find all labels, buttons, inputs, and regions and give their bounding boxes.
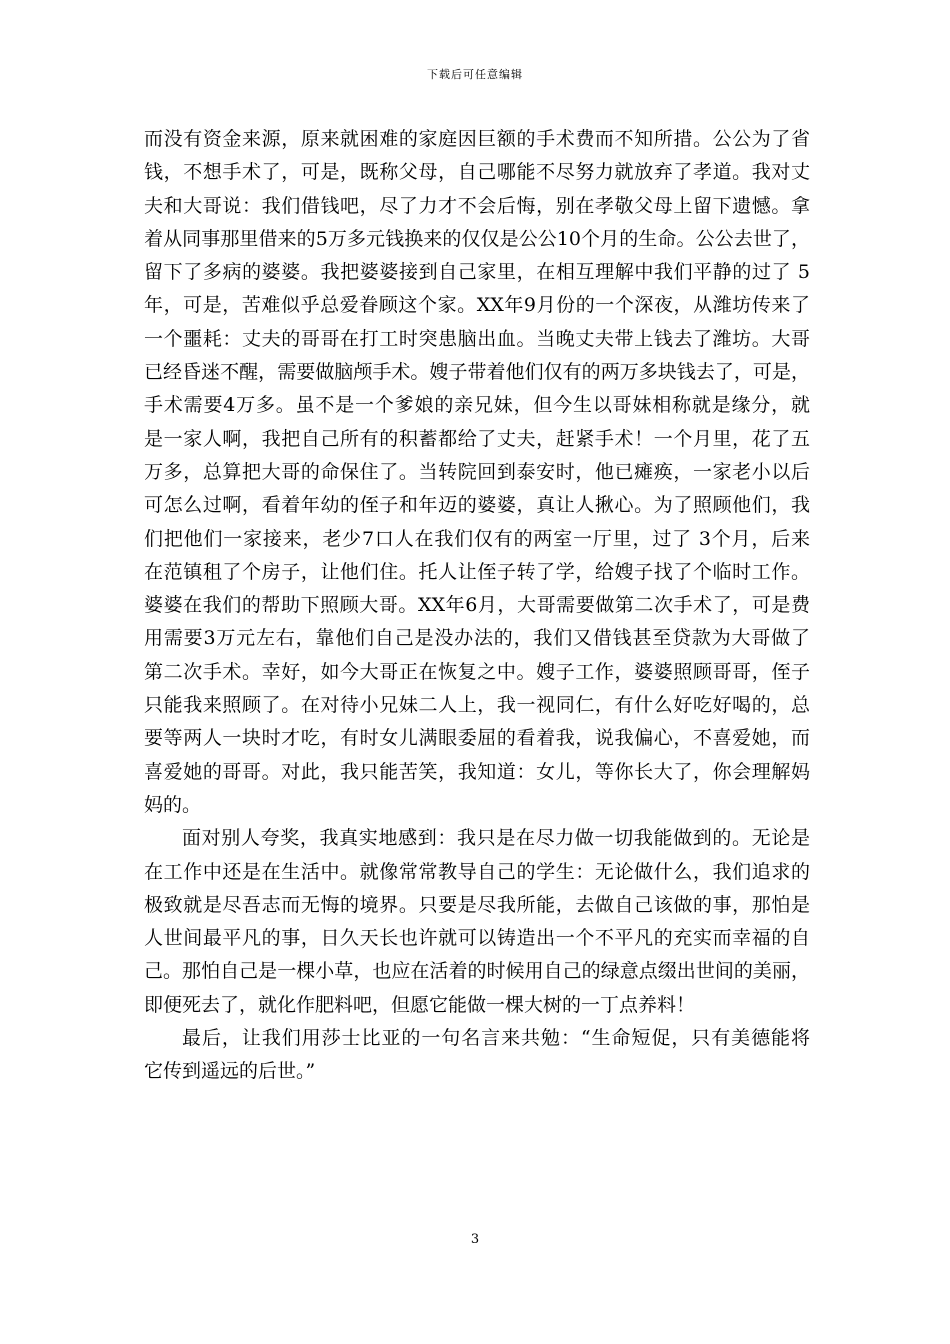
text-line: 只能我来照顾了。在对待小兄妹二人上，我一视同仁，有什么好吃好喝的，总 bbox=[144, 694, 810, 717]
page-header: 下载后可任意编辑 bbox=[427, 68, 523, 81]
text-line: 第二次手术。幸好，如今大哥正在恢复之中。嫂子工作，婆婆照顾哥哥，侄子 bbox=[144, 660, 810, 683]
text-line: 钱，不想手术了，可是，既称父母，自己哪能不尽努力就放弃了孝道。我对丈 bbox=[144, 161, 810, 184]
text-line: 它传到遥远的后世。” bbox=[144, 1060, 316, 1083]
text-line: 而没有资金来源，原来就困难的家庭因巨额的手术费而不知所措。公公为了省 bbox=[144, 128, 810, 150]
text-line: 可怎么过啊，看着年幼的侄子和年迈的婆婆，真让人揪心。为了照顾他们，我 bbox=[144, 494, 810, 517]
text-line: 婆婆在我们的帮助下照顾大哥。XX年6月，大哥需要做第二次手术了，可是费 bbox=[144, 594, 810, 617]
text-line: 手术需要4万多。虽不是一个爹娘的亲兄妹，但今生以哥妹相称就是缘分，就 bbox=[144, 394, 810, 417]
text-line: 已经昏迷不醒，需要做脑颅手术。嫂子带着他们仅有的两万多块钱去了，可是， bbox=[144, 361, 810, 384]
text-line: 喜爱她的哥哥。对此，我只能苦笑，我知道：女儿，等你长大了，你会理解妈 bbox=[144, 760, 810, 783]
text-line: 极致就是尽吾志而无悔的境界。只要是尽我所能，去做自己该做的事，那怕是 bbox=[144, 893, 810, 916]
text-line: 年，可是，苦难似乎总爱眷顾这个家。XX年9月份的一个深夜，从潍坊传来了 bbox=[144, 294, 810, 317]
text-line: 在工作中还是在生活中。就像常常教导自己的学生：无论做什么，我们追求的 bbox=[144, 860, 810, 883]
text-line: 夫和大哥说：我们借钱吧，尽了力才不会后悔，别在孝敬父母上留下遗憾。拿 bbox=[144, 194, 810, 217]
text-line: 留下了多病的婆婆。我把婆婆接到自己家里，在相互理解中我们平静的过了 5 bbox=[144, 261, 810, 284]
text-line: 在范镇租了个房子，让他们住。托人让侄子转了学，给嫂子找了个临时工作。 bbox=[144, 560, 810, 583]
text-line: 们把他们一家接来，老少7口人在我们仅有的两室一厅里，过了 3个月，后来 bbox=[144, 527, 810, 550]
text-line: 着从同事那里借来的5万多元钱换来的仅仅是公公10个月的生命。公公去世了， bbox=[144, 227, 810, 250]
text-line: 用需要3万元左右，靠他们自己是没办法的，我们又借钱甚至贷款为大哥做了 bbox=[144, 627, 810, 650]
text-line: 面对别人夸奖，我真实地感到：我只是在尽力做一切我能做到的。无论是 bbox=[182, 827, 810, 850]
document-body bbox=[144, 123, 810, 1089]
text-line: 最后，让我们用莎士比亚的一句名言来共勉：“生命短促，只有美德能将 bbox=[182, 1027, 810, 1050]
text-line: 要等两人一块时才吃，有时女儿满眼委屈的看着我，说我偏心，不喜爱她，而 bbox=[144, 727, 810, 750]
text-line: 是一家人啊，我把自己所有的积蓄都给了丈夫，赶紧手术！一个月里，花了五 bbox=[144, 427, 810, 450]
text-line: 人世间最平凡的事，日久天长也许就可以铸造出一个不平凡的充实而幸福的自 bbox=[144, 927, 810, 950]
text-line: 妈的。 bbox=[144, 793, 202, 816]
page-number: 3 bbox=[470, 1232, 480, 1247]
text-line: 万多，总算把大哥的命保住了。当转院回到泰安时，他已瘫痪，一家老小以后 bbox=[144, 460, 810, 483]
text-line: 一个噩耗：丈夫的哥哥在打工时突患脑出血。当晚丈夫带上钱去了潍坊。大哥 bbox=[144, 327, 810, 350]
text-line: 己。那怕自己是一棵小草，也应在活着的时候用自己的绿意点缀出世间的美丽， bbox=[144, 960, 810, 983]
text-line: 即便死去了，就化作肥料吧，但愿它能做一棵大树的一丁点养料！ bbox=[144, 993, 696, 1016]
